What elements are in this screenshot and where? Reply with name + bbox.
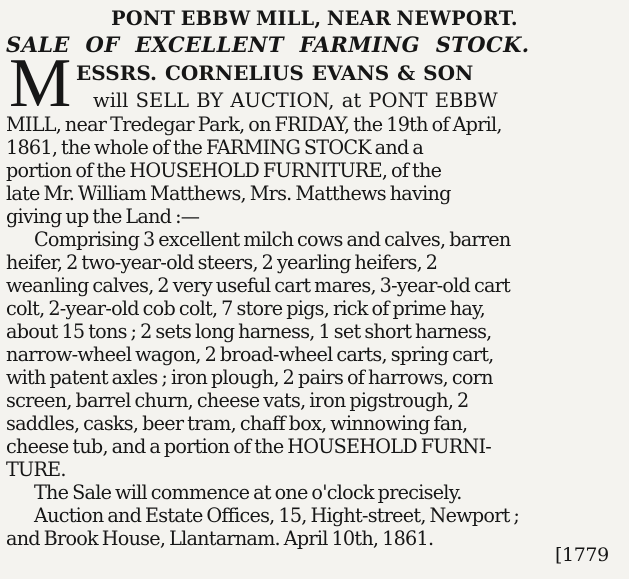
advert-subheading: SALE OF EXCELLENT FARMING STOCK. <box>6 32 530 57</box>
body-line: with patent axles ; iron plough, 2 pairs of harrows, corn <box>6 366 493 389</box>
body-line: The Sale will commence at one o'clock precisely. <box>34 481 462 504</box>
body-line: saddles, casks, beer tram, chaff box, winnowing fan, <box>6 412 468 435</box>
body-line: and Brook House, Llantarnam. April 10th, 1861. <box>6 527 434 550</box>
body-line: screen, barrel churn, cheese vats, iron pigstrough, 2 <box>6 389 469 412</box>
body-line: MILL, near Tredegar Park, on FRIDAY, the 19th of April, <box>6 113 502 136</box>
body-line: weanling calves, 2 very useful cart mares, 3-year-old cart <box>6 274 511 297</box>
advert-heading: PONT EBBW MILL, NEAR NEWPORT. <box>111 7 518 30</box>
body-line: 1861, the whole of the FARMING STOCK and a <box>6 136 424 159</box>
body-line: heifer, 2 two-year-old steers, 2 yearling heifers, 2 <box>6 251 438 274</box>
body-line: late Mr. William Matthews, Mrs. Matthews having <box>6 182 451 205</box>
drop-cap-letter: M <box>9 45 72 122</box>
body-line: Comprising 3 excellent milch cows and calves, barren <box>34 228 511 251</box>
body-line: cheese tub, and a portion of the HOUSEHOLD FURNI- <box>6 435 492 458</box>
body-line: Auction and Estate Offices, 15, Hight-street, Newport ; <box>34 504 520 527</box>
body-line: TURE. <box>6 458 66 481</box>
body-line: colt, 2-year-old cob colt, 7 store pigs, rick of prime hay, <box>6 297 485 320</box>
lot-number: [1779 <box>555 544 609 566</box>
body-line: portion of the HOUSEHOLD FURNITURE, of the <box>6 159 442 182</box>
auctioneer-name-line: ESSRS. CORNELIUS EVANS & SON <box>76 61 474 85</box>
body-line: giving up the Land :— <box>6 205 200 228</box>
body-line: about 15 tons ; 2 sets long harness, 1 set short harness, <box>6 320 492 343</box>
body-line: will SELL BY AUCTION, at PONT EBBW <box>93 89 498 112</box>
body-line: narrow-wheel wagon, 2 broad-wheel carts, spring cart, <box>6 343 494 366</box>
